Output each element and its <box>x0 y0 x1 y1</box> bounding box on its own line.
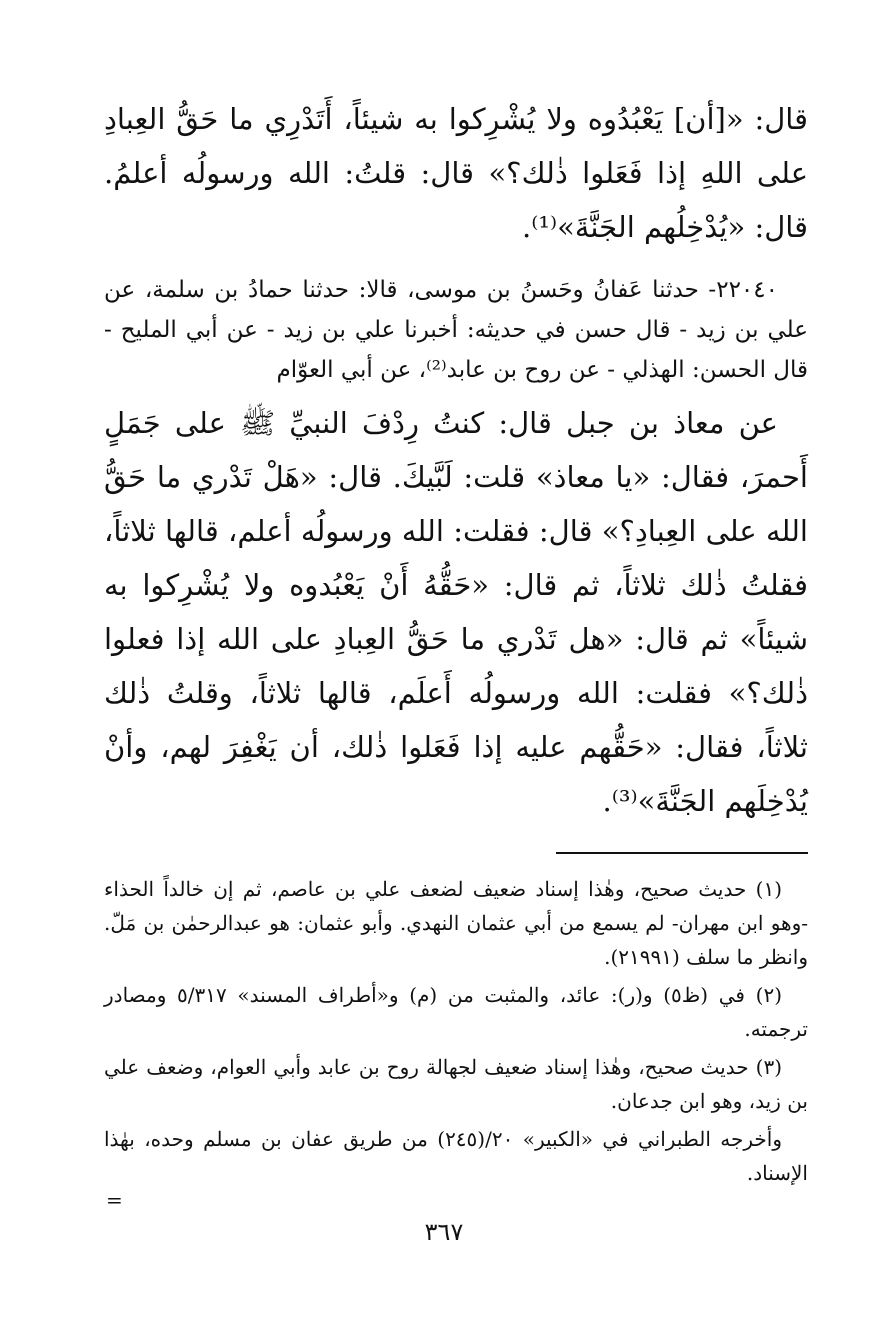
continuation-mark: = <box>106 1188 123 1212</box>
paragraph-1: قال: «[أن] يَعْبُدُوه ولا يُشْرِكوا به شيئاً، أَتَدْرِي ما حَقُّ العِبادِ على اللهِ إذا فَعَلوا ذٰلك؟» قال: قلتُ: الله ورسولُه أعلمُ. قال: «يُدْخِلُهم الجَنَّةَ»⁽¹⁾. <box>104 102 808 244</box>
footnote-separator <box>556 852 808 854</box>
hadith-isnad: ٢٢٠٤٠- حدثنا عَفانُ وحَسنُ بن موسى، قالا: حدثنا حمادُ بن سلمة، عن علي بن زيد - قال حسن في حديثه: أخبرنا علي بن زيد - عن أبي المليح - قال الحسن: الهذلي - عن روح بن عابد⁽²⁾، عن أبي العوّام <box>104 277 808 383</box>
footnote-2: (٢) في (ظ٥) و(ر): عائد، والمثبت من (م) و«أطراف المسند» ٥/٣١٧ ومصادر ترجمته. <box>104 983 808 1041</box>
page-number: ٣٦٧ <box>424 1218 464 1246</box>
paragraph-2: عن معاذ بن جبل قال: كنتُ رِدْفَ النبيِّ ﷺ على جَمَلٍ أَحمرَ، فقال: «يا معاذ» قلت: لَبَّيكَ. قال: «هَلْ تَدْري ما حَقُّ الله على العِبادِ؟» قال: فقلت: الله ورسولُه أعلم، قالها ثلاثاً، فقلتُ ذٰلك ثلاثاً، ثم قال: «حَقُّهُ أَنْ يَعْبُدوه ولا يُشْرِكوا به شيئاً» ثم قال: «هل تَدْري ما حَقُّ العِبادِ على الله إذا فعلوا ذٰلك؟» فقلت: الله ورسولُه أَعلَم، قالها ثلاثاً، وقلتُ ذٰلك ثلاثاً، فقال: «حَقُّهم عليه إذا فَعَلوا ذٰلك، أن يَغْفِرَ لهم، وأنْ يُدْخِلَهم الجَنَّةَ»⁽³⁾. <box>104 406 808 818</box>
footnote-3: (٣) حديث صحيح، وهٰذا إسناد ضعيف لجهالة روح بن عابد وأبي العوام، وضعف علي بن زيد، وهو ابن جدعان. <box>104 1055 808 1113</box>
footnotes <box>104 872 808 1190</box>
footnote-1: (١) حديث صحيح، وهٰذا إسناد ضعيف لضعف علي بن عاصم، ثم إن خالداً الحذاء -وهو ابن مهران- لم يسمع من أبي عثمان النهدي. وأبو عثمان: هو عبدالرحمٰن بن مَلّ. وانظر ما سلف (٢١٩٩١). <box>104 877 808 969</box>
footnote-3-continued: وأخرجه الطبراني في «الكبير» ٢٠/(٢٤٥) من طريق عفان بن مسلم وحده، بهٰذا الإسناد. <box>104 1127 808 1185</box>
main-text <box>104 92 808 828</box>
